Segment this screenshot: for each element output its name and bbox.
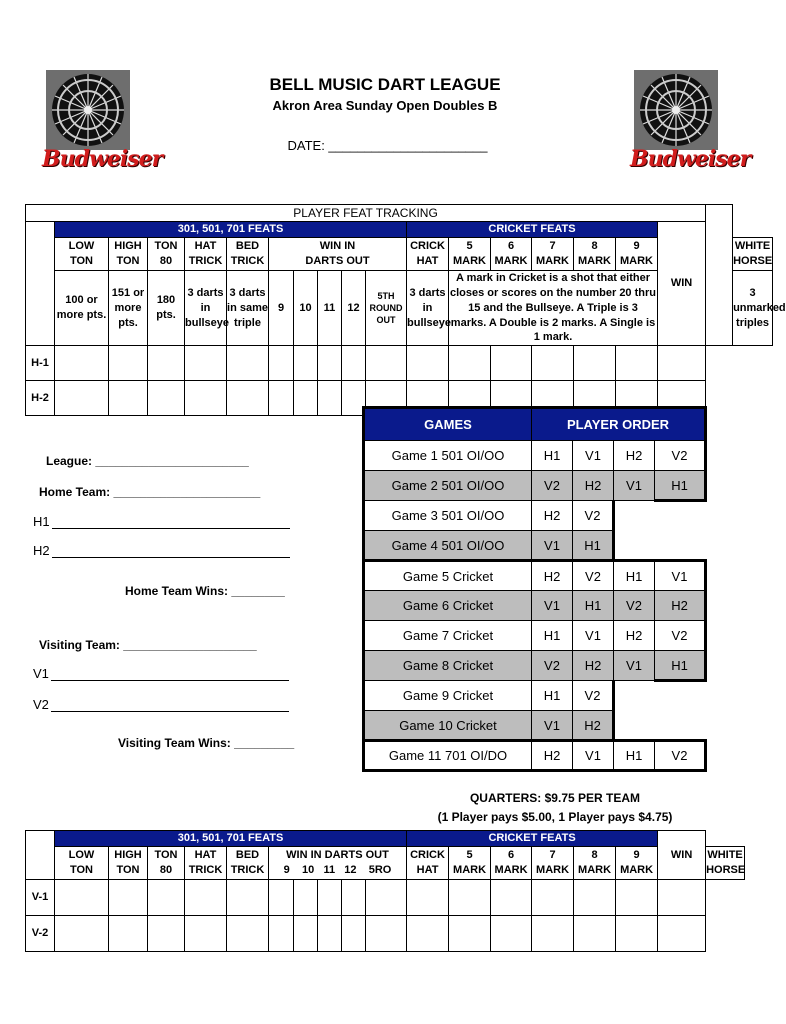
game-row-10 [364, 711, 706, 741]
feat-cell[interactable] [407, 879, 449, 915]
white-horse-header: WHITE HORSE [733, 238, 773, 271]
player-order-cell: V1 [532, 591, 573, 621]
feat-cell[interactable] [148, 346, 185, 381]
player-order-cell: H1 [532, 621, 573, 651]
feat-cell[interactable] [491, 346, 532, 381]
win-header: WIN [658, 222, 706, 346]
player-order-cell: V2 [573, 561, 614, 591]
player-order-cell: V2 [655, 741, 706, 771]
bed-trick-desc: 3 darts in same triple [227, 271, 269, 346]
spacer-cell [706, 381, 733, 416]
feat-cell[interactable] [366, 915, 407, 951]
feat-cell[interactable] [342, 879, 366, 915]
game-row-2 [364, 471, 706, 501]
player-order-cell: V2 [614, 591, 655, 621]
bed-trick-header: BED TRICK [227, 846, 269, 879]
feat-cell[interactable] [616, 346, 658, 381]
feat-cell[interactable] [185, 381, 227, 416]
feat-cell[interactable] [658, 346, 706, 381]
hat-trick-header: HAT TRICK [185, 238, 227, 271]
high-ton-header: HIGH TON [109, 846, 148, 879]
visiting-team-wins-field[interactable]: Visiting Team Wins: _________ [118, 736, 295, 750]
empty-cell [614, 681, 706, 711]
feat-cell[interactable] [55, 346, 109, 381]
ton80-header: TON 80 [148, 238, 185, 271]
row-label-h1: H-1 [26, 346, 55, 381]
feat-cell[interactable] [658, 915, 706, 951]
v2-field[interactable] [33, 697, 289, 712]
games-header: GAMES [364, 408, 532, 441]
league-field[interactable]: League: _______________________ [46, 454, 249, 468]
game-row-9 [364, 681, 706, 711]
mark5-header: 5 MARK [449, 238, 491, 271]
game-row-6 [364, 591, 706, 621]
darts-out-sub: 9 10 11 12 5RO [283, 863, 392, 876]
feat-cell[interactable] [449, 915, 491, 951]
feats-301-header: 301, 501, 701 FEATS [55, 222, 407, 238]
player-order-cell: H1 [532, 441, 573, 471]
white-horse-header: WHITE HORSE [706, 846, 745, 879]
player-order-cell: H1 [573, 591, 614, 621]
player-feat-table-visiting [25, 830, 745, 952]
feat-cell[interactable] [55, 879, 109, 915]
feat-cell[interactable] [185, 879, 227, 915]
feat-cell[interactable] [269, 915, 294, 951]
player-order-cell: H2 [614, 621, 655, 651]
game-row-11 [364, 741, 706, 771]
win-in-header: WIN IN DARTS OUT [269, 238, 407, 271]
feat-cell[interactable] [342, 915, 366, 951]
darts-9: 9 [269, 271, 294, 346]
mark9-header: 9 MARK [616, 238, 658, 271]
v1-underline [51, 669, 289, 681]
feat-cell[interactable] [269, 381, 294, 416]
player-order-cell: V1 [614, 471, 655, 501]
player-order-cell: H2 [614, 441, 655, 471]
spacer-cell [706, 346, 733, 381]
game-name: Game 2 501 OI/OO [364, 471, 532, 501]
player-order-cell: V2 [532, 651, 573, 681]
feat-cell[interactable] [294, 381, 318, 416]
game-name: Game 3 501 OI/OO [364, 501, 532, 531]
bed-trick-header: BED TRICK [227, 238, 269, 271]
quarters-line-1: QUARTERS: $9.75 PER TEAM [469, 791, 641, 805]
feat-cell[interactable] [616, 879, 658, 915]
game-name: Game 10 Cricket [364, 711, 532, 741]
empty-cell [614, 711, 706, 741]
player-order-cell: H2 [532, 561, 573, 591]
game-row-7 [364, 621, 706, 651]
v2-underline [51, 700, 289, 712]
feat-cell[interactable] [185, 346, 227, 381]
mark7-header: 7 MARK [532, 846, 574, 879]
row-label-v2: V-2 [26, 915, 55, 951]
player-order-header: PLAYER ORDER [532, 408, 706, 441]
home-team-field[interactable]: Home Team: ______________________ [39, 485, 261, 499]
player-order-cell: H1 [655, 651, 706, 681]
feat-cell[interactable] [227, 915, 269, 951]
h1-underline [52, 517, 290, 529]
low-ton-header: LOW TON [55, 846, 109, 879]
feat-cell[interactable] [55, 381, 109, 416]
player-order-cell: V1 [532, 711, 573, 741]
player-order-cell: H2 [655, 591, 706, 621]
feat-cell[interactable] [227, 346, 269, 381]
mark9-header: 9 MARK [616, 846, 658, 879]
player-order-cell: V2 [532, 471, 573, 501]
empty-cell [614, 531, 706, 561]
feat-cell[interactable] [294, 346, 318, 381]
visiting-team-field[interactable]: Visiting Team: ____________________ [39, 638, 257, 652]
feat-cell[interactable] [109, 915, 148, 951]
feat-cell[interactable] [55, 915, 109, 951]
corner-cell [26, 831, 55, 880]
player-order-cell: V1 [573, 441, 614, 471]
player-order-cell: V1 [532, 531, 573, 561]
feat-cell[interactable] [407, 346, 449, 381]
feat-cell[interactable] [227, 879, 269, 915]
player-order-cell: H1 [614, 561, 655, 591]
player-order-cell: H1 [532, 681, 573, 711]
game-row-4 [364, 531, 706, 561]
player-order-cell: V1 [655, 561, 706, 591]
h1-label: H1 [33, 514, 50, 529]
darts-12: 12 [342, 271, 366, 346]
feat-cell[interactable] [318, 915, 342, 951]
feat-cell[interactable] [366, 879, 407, 915]
feat-cell[interactable] [318, 879, 342, 915]
feat-cell[interactable] [109, 879, 148, 915]
mark6-header: 6 MARK [491, 846, 532, 879]
player-order-cell: H2 [532, 741, 573, 771]
feat-cell[interactable] [227, 381, 269, 416]
h2-underline [52, 546, 290, 558]
feat-cell[interactable] [449, 879, 491, 915]
feat-cell[interactable] [366, 346, 407, 381]
ton80-desc: 180 pts. [148, 271, 185, 346]
mark5-header: 5 MARK [449, 846, 491, 879]
player-feat-table-home [25, 204, 786, 416]
mark7-header: 7 MARK [532, 238, 574, 271]
player-order-cell: V1 [614, 651, 655, 681]
player-order-cell: V2 [655, 621, 706, 651]
v1-field[interactable] [33, 666, 289, 681]
game-name: Game 1 501 OI/OO [364, 441, 532, 471]
feat-cell[interactable] [574, 346, 616, 381]
feat-tracking-title: PLAYER FEAT TRACKING [26, 205, 706, 222]
game-row-3 [364, 501, 706, 531]
player-order-cell: H2 [573, 651, 614, 681]
player-order-cell: V1 [573, 741, 614, 771]
h2-label: H2 [33, 543, 50, 558]
feat-cell[interactable] [342, 346, 366, 381]
cricket-feats-header: CRICKET FEATS [407, 222, 658, 238]
feat-cell[interactable] [294, 915, 318, 951]
feat-cell[interactable] [109, 346, 148, 381]
player-order-cell: H1 [655, 471, 706, 501]
feat-cell[interactable] [532, 346, 574, 381]
win-in-darts-out-header: WIN IN DARTS OUT 9 10 11 12 5RO [269, 846, 407, 879]
h1-field[interactable] [33, 514, 290, 529]
crick-hat-header: CRICK HAT [407, 846, 449, 879]
mark8-header: 8 MARK [574, 238, 616, 271]
win-header: WIN [658, 831, 706, 880]
corner-cell [26, 222, 55, 346]
feat-cell[interactable] [491, 915, 532, 951]
darts-11: 11 [318, 271, 342, 346]
player-order-cell: H1 [614, 741, 655, 771]
low-ton-desc: 100 or more pts. [55, 271, 109, 346]
feat-cell[interactable] [532, 915, 574, 951]
game-name: Game 8 Cricket [364, 651, 532, 681]
game-name: Game 7 Cricket [364, 621, 532, 651]
feat-cell[interactable] [574, 879, 616, 915]
feat-cell[interactable] [658, 879, 706, 915]
player-order-cell: H2 [573, 471, 614, 501]
empty-cell [614, 501, 706, 531]
feat-cell[interactable] [449, 346, 491, 381]
cricket-feats-header: CRICKET FEATS [407, 831, 658, 847]
home-team-wins-field[interactable]: Home Team Wins: ________ [125, 584, 285, 598]
h2-field[interactable] [33, 543, 290, 558]
player-order-cell: V2 [655, 441, 706, 471]
ton80-header: TON 80 [148, 846, 185, 879]
feat-cell[interactable] [269, 346, 294, 381]
mark8-header: 8 MARK [574, 846, 616, 879]
player-order-cell: H2 [532, 501, 573, 531]
player-order-cell: H1 [573, 531, 614, 561]
v1-label: V1 [33, 666, 49, 681]
game-name: Game 11 701 OI/DO [364, 741, 532, 771]
feats-301-header: 301, 501, 701 FEATS [55, 831, 407, 847]
player-order-cell: V1 [573, 621, 614, 651]
high-ton-desc: 151 or more pts. [109, 271, 148, 346]
feat-cell[interactable] [318, 381, 342, 416]
feat-cell[interactable] [148, 879, 185, 915]
game-name: Game 4 501 OI/OO [364, 531, 532, 561]
feat-cell[interactable] [491, 879, 532, 915]
feat-cell[interactable] [532, 879, 574, 915]
game-name: Game 9 Cricket [364, 681, 532, 711]
crick-hat-header: CRICK HAT [407, 238, 449, 271]
darts-10: 10 [294, 271, 318, 346]
white-horse-desc: 3 unmarked triples [733, 271, 773, 346]
feat-cell[interactable] [407, 915, 449, 951]
crick-hat-desc: 3 darts in bullseye [407, 271, 449, 346]
page-subtitle: Akron Area Sunday Open Doubles B [272, 98, 498, 113]
feat-cell[interactable] [148, 915, 185, 951]
hat-trick-desc: 3 darts in bullseye [185, 271, 227, 346]
game-name: Game 5 Cricket [364, 561, 532, 591]
game-row-1 [364, 441, 706, 471]
hat-trick-header: HAT TRICK [185, 846, 227, 879]
page-title: BELL MUSIC DART LEAGUE [269, 75, 501, 94]
feat-cell[interactable] [318, 346, 342, 381]
player-order-cell: H2 [573, 711, 614, 741]
feat-cell[interactable] [185, 915, 227, 951]
feat-cell[interactable] [294, 879, 318, 915]
feat-cell[interactable] [574, 915, 616, 951]
games-table [362, 406, 707, 772]
budweiser-brand: Budweiser [630, 146, 751, 172]
feat-cell[interactable] [148, 381, 185, 416]
mark6-header: 6 MARK [491, 238, 532, 271]
player-order-cell: V2 [573, 681, 614, 711]
row-label-v1: V-1 [26, 879, 55, 915]
low-ton-header: LOW TON [55, 238, 109, 271]
quarters-line-2: (1 Player pays $5.00, 1 Player pays $4.75) [437, 810, 673, 824]
spacer-cell [706, 205, 733, 346]
fifth-round-out: 5TH ROUND OUT [366, 271, 407, 346]
feat-cell[interactable] [109, 381, 148, 416]
player-order-cell: V2 [573, 501, 614, 531]
high-ton-header: HIGH TON [109, 238, 148, 271]
game-row-5 [364, 561, 706, 591]
game-name: Game 6 Cricket [364, 591, 532, 621]
mark-desc: A mark in Cricket is a shot that either closes or scores on the number 20 thru 15 and the Bullseye. A Triple is 3 marks. A Double is 2 marks. A Single is 1 mark. [449, 271, 658, 346]
feat-cell[interactable] [616, 915, 658, 951]
row-label-h2: H-2 [26, 381, 55, 416]
date-field[interactable]: DATE: ______________________ [287, 138, 488, 153]
budweiser-brand: Budweiser [42, 146, 163, 172]
v2-label: V2 [33, 697, 49, 712]
feat-cell[interactable] [269, 879, 294, 915]
game-row-8 [364, 651, 706, 681]
